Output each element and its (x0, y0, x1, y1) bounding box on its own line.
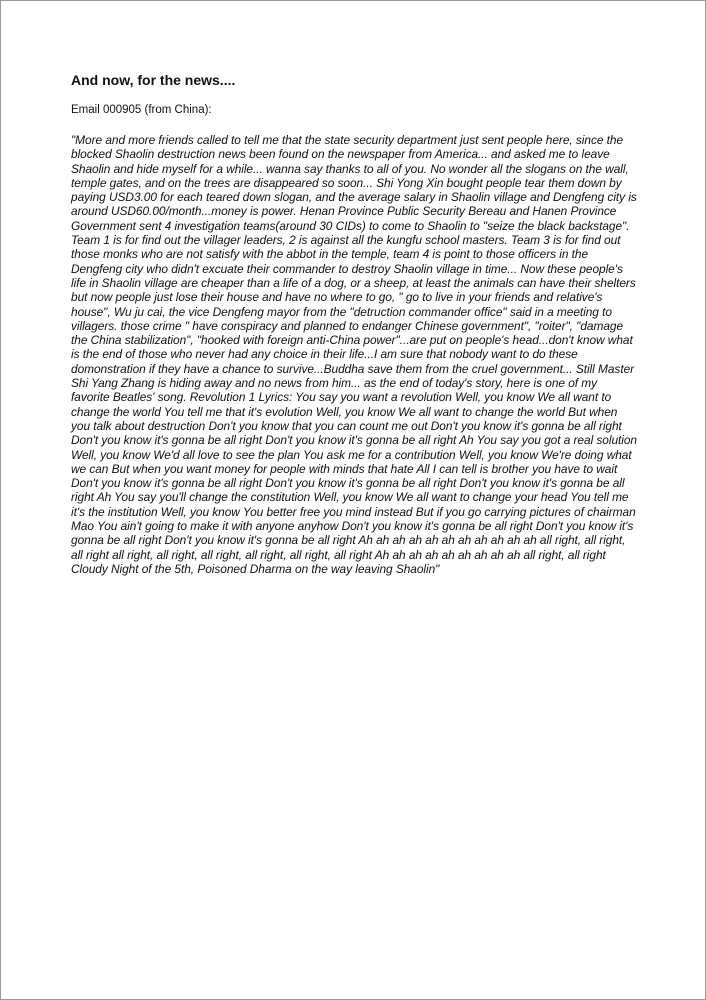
document-content (71, 71, 637, 576)
news-heading: And now, for the news.... (71, 72, 236, 88)
email-header: Email 000905 (from China): (71, 104, 212, 116)
email-body-text: "More and more friends called to tell me that the state security department just sent people here, since the blocked Shaolin destruction news been found on the newspaper from America... and asked me to leave Shaolin and hide myself for a while... wanna say thanks to all of you. No wonder all the slogans on the wall, temple gates, and on the trees are disappeared so soon... Shi Yong Xin bought people tear them down by paying USD3.00 for each teared down slogan, and the average salary in Shaolin village and Dengfeng city is around USD60.00/month...money is power. Henan Province Public Security Bereau and Hanen Province Government sent 4 investigation teams(around 30 CIDs) to come to Shaolin to "seize the black backstage". Team 1 is for find out the villager leaders, 2 is against all the kungfu school masters. Team 3 is for find out those monks who are not satisfy with the abbot in the temple, team 4 is point to those officers in the Dengfeng city who didn't excuate their commander to destroy Shaolin village in time... Now these people's life in Shaolin village are cheaper than a life of a dog, or a sheep, at least the animals can have their shelters but now people just lose their house and have no where to go, " go to live in your friends and relative's house", Wu ju cai, the vice Dengfeng mayor from the "detruction commander office" said in a meeting to villagers. those crime " have conspiracy and planned to endanger Chinese government", "roiter", "damage the China stabilization", "hooked with foreign anti-China power"...are put on people's head...don't know what is the end of those who never had any choice in their life...I am sure that nobody want to do these domonstration if they have a chance to survive...Buddha save them from the cruel government... Still Master Shi Yang Zhang is hiding away and no news from him... as the end of today's story, here is one of my favorite Beatles' song. Revolution 1 Lyrics: You say you want a revolution Well, you know We all want to change the world You tell me that it's evolution Well, you know We all want to change the world But when you talk about destruction Don't you know that you can count me out Don't you know it's gonna be all right Don't you know it's gonna be all right Don't you know it's gonna be all right Ah You say you got a real solution Well, you know We'd all love to see the plan You ask me for a contribution Well, you know We're doing what we can But when you want money for people with minds that hate All I can tell is brother you have to wait Don't you know it's gonna be all right Don't you know it's gonna be all right Don't you know it's gonna be all right Ah You say you'll change the constitution Well, you know We all want to change your head You tell me it's the institution Well, you know You better free you mind instead But if you go carrying pictures of chairman Mao You ain't going to make it with anyone anyhow Don't you know it's gonna be all right Don't you know it's gonna be all right Don't you know it's gonna be all right Ah ah ah ah ah ah ah ah ah ah ah all right, all right, all right all right, all right, all right, all right, all right, all right Ah ah ah ah ah ah ah ah ah all right, all right Cloudy Night of the 5th, Poisoned Dharma on the way leaving Shaolin" (71, 133, 637, 576)
